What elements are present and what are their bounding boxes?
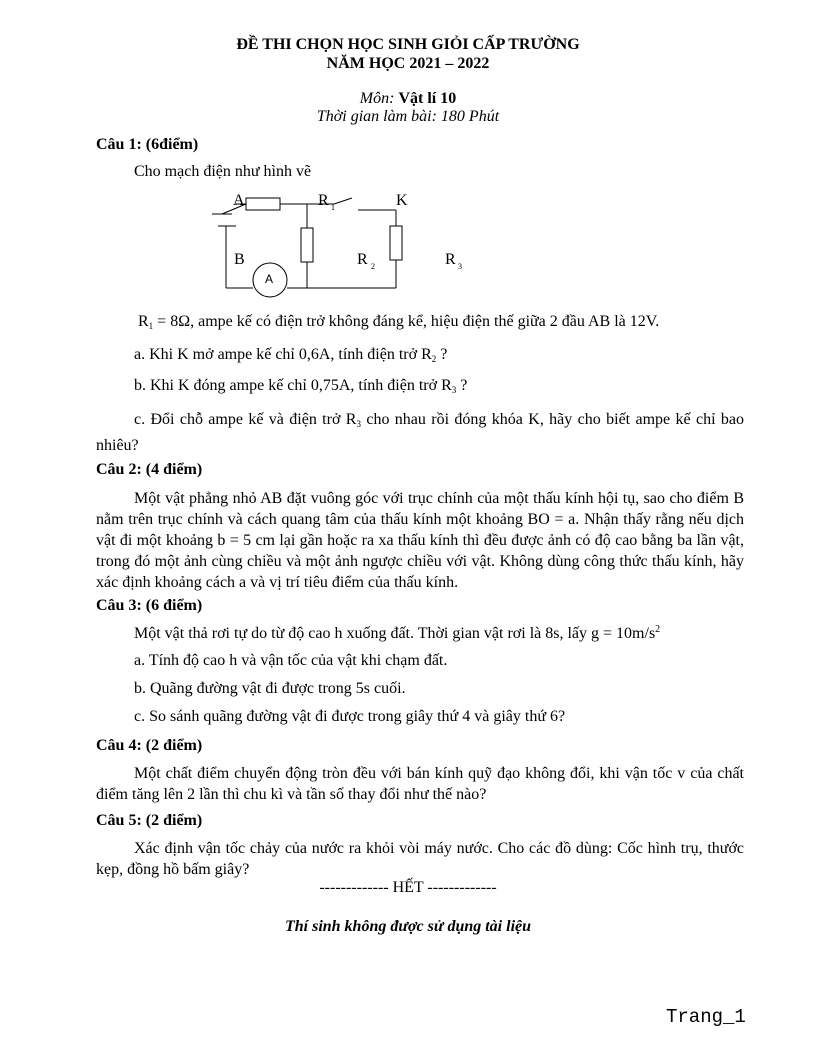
circuit-wiring: [0, 0, 816, 300]
ammeter-label: A: [265, 272, 274, 286]
q1-c-end: cho nhau rồi đóng khóa K, hãy cho biết ampe kế chỉ bao nhiêu?: [96, 411, 744, 454]
q4-body: [96, 763, 744, 805]
page-number: Trang_1: [666, 1006, 746, 1028]
q3-part-a: a. Tính độ cao h và vận tốc của vật khi chạm đất.: [134, 652, 448, 669]
q3-part-c: c. So sánh quãng đường vật đi được trong giây thứ 4 và giây thứ 6?: [134, 708, 566, 725]
q5-text: Xác định vận tốc chảy của nước ra khỏi vòi máy nước. Cho các đồ dùng: Cốc hình trụ, thước kẹp, đồng hồ bấm giây?: [96, 840, 744, 878]
q1-b-text: b. Khi K đóng ampe kế chỉ 0,75A, tính điện trở R: [134, 377, 452, 394]
q1-part-c: [96, 409, 744, 456]
q1-b-sub: 3: [451, 385, 457, 395]
resistor-r1: [246, 198, 280, 210]
q1-heading: Câu 1: (6điểm): [96, 136, 199, 153]
exam-note: Thí sinh không được sử dụng tài liệu: [284, 918, 532, 935]
q1-part-b: [134, 377, 467, 395]
resistor-r2: [301, 228, 313, 262]
q3-intro-sup: 2: [655, 624, 661, 635]
q1-b-end: ?: [456, 377, 468, 394]
q4-heading: Câu 4: (2 điểm): [96, 737, 203, 754]
q1-part-a: [134, 346, 447, 364]
label-r2-sub: 2: [371, 262, 375, 271]
exam-title-line1: ĐỀ THI CHỌN HỌC SINH GIỎI CẤP TRƯỜNG: [236, 36, 580, 53]
label-r3-sub: 3: [458, 262, 462, 271]
q1-c-text: c. Đổi chỗ ampe kế và điện trở R: [134, 411, 357, 428]
q1-given-sub: 1: [148, 321, 154, 331]
label-r1-sub: 1: [331, 203, 335, 212]
switch-k: [334, 198, 352, 204]
q1-a-sub: 2: [431, 354, 437, 364]
label-r2: R: [357, 251, 368, 268]
q3-heading: Câu 3: (6 điểm): [96, 597, 203, 614]
q1-a-end: ?: [436, 346, 448, 363]
q1-c-sub: 3: [356, 419, 361, 429]
q2-body: [96, 488, 744, 593]
q1-intro: Cho mạch điện như hình vẽ: [134, 163, 312, 180]
q3-intro: [134, 624, 660, 643]
subject-value: Vật lí 10: [398, 90, 457, 107]
label-r3: R: [445, 251, 456, 268]
label-a: A: [233, 192, 245, 209]
label-k: K: [396, 192, 408, 209]
q1-a-text: a. Khi K mở ampe kế chỉ 0,6A, tính điện trở R: [134, 346, 432, 363]
circuit-diagram: [0, 0, 816, 300]
q5-body: [96, 838, 744, 880]
q5-heading: Câu 5: (2 điểm): [96, 812, 203, 829]
q3-part-b: b. Quãng đường vật đi được trong 5s cuối.: [134, 680, 406, 697]
time-limit: Thời gian làm bài: 180 Phút: [316, 108, 500, 125]
q1-given: [138, 313, 659, 331]
q1-given-r: R: [138, 313, 149, 330]
q1-given-text: = 8Ω, ampe kế có điện trở không đáng kể, hiệu điện thế giữa 2 đầu AB là 12V.: [153, 313, 660, 330]
resistor-r3: [390, 226, 402, 260]
q2-text: Một vật phẳng nhỏ AB đặt vuông góc với trục chính của một thấu kính hội tụ, sao cho điểm B nằm trên trục chính và cách quang tâm của thấu kính một khoảng BO = a. Nhận thấy rằng nếu dịch vật đi một khoảng b = 5 cm lại gần hoặc ra xa thấu kính thì đều được ảnh có độ cao bằng ba lần vật, trong đó một ảnh cùng chiều và một ảnh ngược chiều với vật. Không dùng công thức thấu kính, hãy xác định khoảng cách a và vị trí tiêu điểm của thấu kính.: [96, 490, 744, 591]
label-b: B: [234, 251, 245, 268]
q4-text: Một chất điểm chuyển động tròn đều với bán kính quỹ đạo không đổi, khi vận tốc v của chất điểm tăng lên 2 lần thì chu kì và tần số thay đổi như thế nào?: [96, 765, 744, 803]
q3-intro-text: Một vật thả rơi tự do từ độ cao h xuống đất. Thời gian vật rơi là 8s, lấy g = 10m/s: [134, 625, 656, 642]
q2-heading: Câu 2: (4 điểm): [96, 461, 203, 478]
exam-title-line2: NĂM HỌC 2021 – 2022: [326, 55, 490, 72]
end-mark: ------------- HẾT -------------: [319, 879, 497, 896]
subject-label: Môn:: [359, 90, 395, 107]
label-r1: R: [318, 192, 329, 209]
